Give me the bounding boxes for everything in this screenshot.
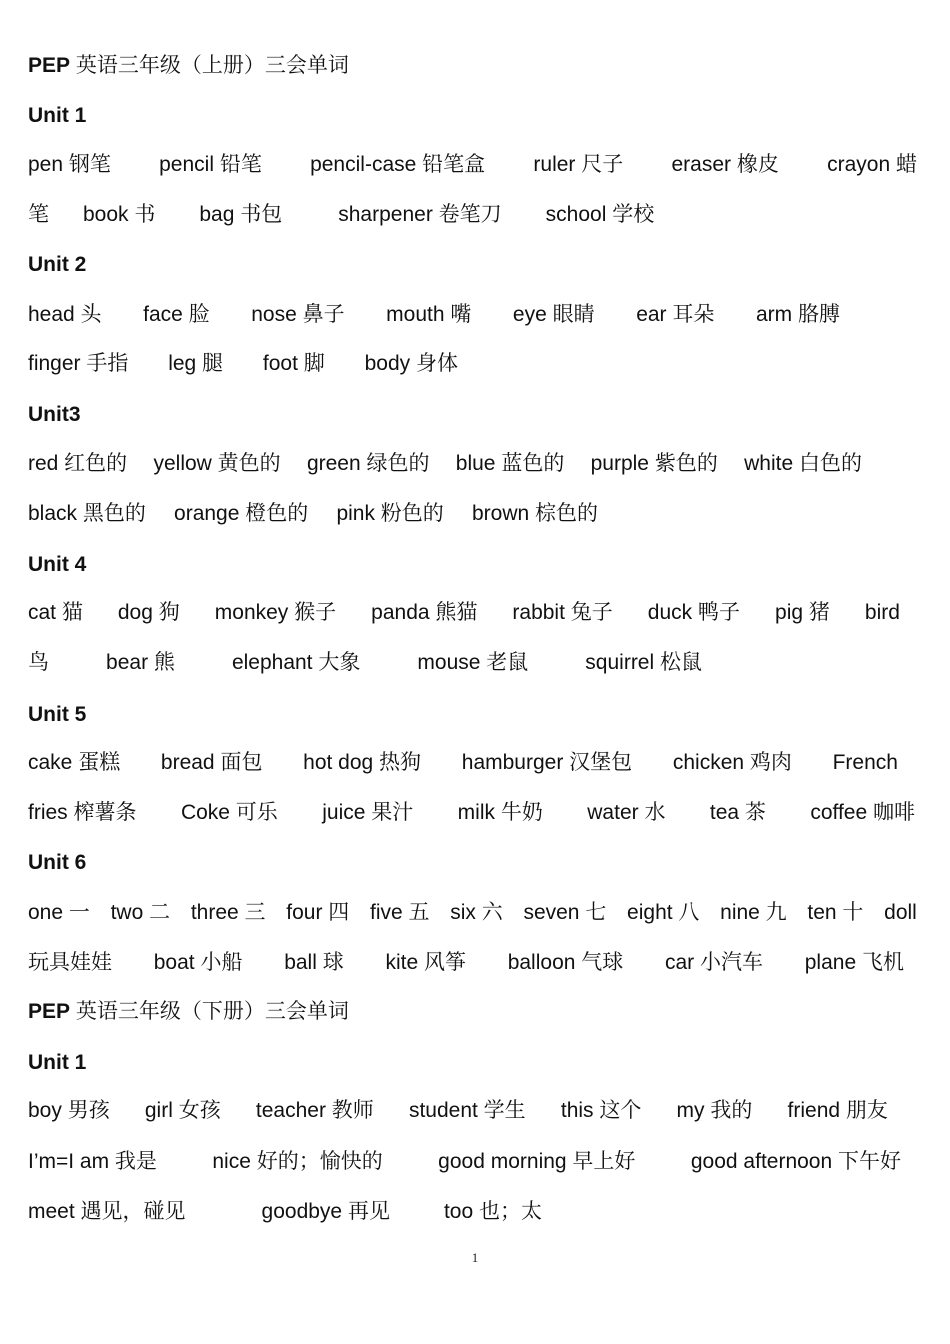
vocab-line <box>28 449 862 479</box>
vocab-entry: six 六 <box>450 901 503 924</box>
unit-heading: Unit 1 <box>28 1051 87 1074</box>
vocab-entry: mouse 老鼠 <box>417 651 529 674</box>
vocab-entry: dog 狗 <box>117 601 180 624</box>
vocab-entry: purple 紫色的 <box>590 452 718 475</box>
vocab-entry: kite 风筝 <box>385 951 466 974</box>
vocab-line <box>28 1197 542 1227</box>
vocab-entry: finger 手指 <box>28 352 129 375</box>
vocab-entry: monkey 猴子 <box>214 601 337 624</box>
vocab-entry: Coke 可乐 <box>180 801 278 824</box>
vocab-entry: foot 脚 <box>262 352 325 375</box>
vocab-entry: red 红色的 <box>28 452 128 475</box>
vocab-line <box>28 648 702 678</box>
vocab-entry: French <box>832 751 898 774</box>
vocab-entry: ear 耳朵 <box>636 303 715 326</box>
page-title-lower <box>28 996 349 1026</box>
vocab-entry: pencil-case 铅笔盒 <box>310 153 486 176</box>
vocab-entry: black 黑色的 <box>28 502 146 525</box>
unit-heading: Unit3 <box>28 403 81 426</box>
unit-heading: Unit 4 <box>28 553 87 576</box>
vocab-entry: boat 小船 <box>153 951 243 974</box>
vocab-entry: student 学生 <box>408 1099 526 1122</box>
vocab-entry: two 二 <box>110 901 171 924</box>
vocab-entry: doll <box>884 901 917 924</box>
vocab-entry: bread 面包 <box>160 751 263 774</box>
vocab-entry: tea 茶 <box>709 801 766 824</box>
vocab-entry: good morning 早上好 <box>438 1150 636 1173</box>
vocab-line <box>28 300 840 330</box>
vocab-entry: chicken 鸡肉 <box>672 751 792 774</box>
vocab-line <box>28 349 458 379</box>
vocab-entry: body 身体 <box>364 352 458 375</box>
vocab-entry: ten 十 <box>807 901 864 924</box>
vocab-entry: car 小汽车 <box>665 951 764 974</box>
vocab-entry: pig 猪 <box>775 601 830 624</box>
title-prefix: PEP <box>28 1000 71 1023</box>
vocab-line <box>28 1147 901 1177</box>
vocab-entry: 玩具娃娃 <box>28 951 112 974</box>
vocab-entry: hamburger 汉堡包 <box>461 751 633 774</box>
vocab-entry: juice 果汁 <box>322 801 414 824</box>
vocab-line <box>28 598 900 628</box>
vocab-line <box>28 948 904 978</box>
vocab-entry: blue 蓝色的 <box>455 452 565 475</box>
vocab-entry: pen 钢笔 <box>28 153 111 176</box>
vocab-entry: four 四 <box>286 901 350 924</box>
vocab-entry: cat 猫 <box>28 601 83 624</box>
vocab-entry: eraser 橡皮 <box>671 153 779 176</box>
vocab-entry: squirrel 松鼠 <box>585 651 702 674</box>
title-prefix: PEP <box>28 54 71 77</box>
vocab-entry: friend 朋友 <box>787 1099 888 1122</box>
vocab-entry: this 这个 <box>560 1099 642 1122</box>
vocab-entry: I’m=I am 我是 <box>28 1150 157 1173</box>
vocab-entry: nine 九 <box>720 901 787 924</box>
vocab-entry: crayon 蜡 <box>827 153 917 176</box>
vocab-entry: elephant 大象 <box>231 651 361 674</box>
vocab-entry: good afternoon 下午好 <box>690 1150 901 1173</box>
vocab-entry: yellow 黄色的 <box>153 452 281 475</box>
vocab-entry: 笔 <box>28 203 49 226</box>
vocab-entry: pink 粉色的 <box>336 502 444 525</box>
vocab-entry: my 我的 <box>676 1099 753 1122</box>
vocab-entry: bird <box>864 601 900 624</box>
vocab-entry: panda 熊猫 <box>371 601 478 624</box>
vocab-entry: teacher 教师 <box>255 1099 374 1122</box>
vocab-entry: nose 鼻子 <box>251 303 345 326</box>
vocab-entry: bag 书包 <box>199 203 283 226</box>
vocab-entry: eight 八 <box>627 901 700 924</box>
unit-heading: Unit 6 <box>28 851 87 874</box>
vocab-entry: goodbye 再见 <box>261 1200 390 1223</box>
vocab-entry: school 学校 <box>545 203 655 226</box>
vocab-line <box>28 150 917 180</box>
vocab-entry: head 头 <box>28 303 102 326</box>
vocab-entry: seven 七 <box>523 901 607 924</box>
vocab-entry: pencil 铅笔 <box>159 153 262 176</box>
vocab-entry: nice 好的；愉快的 <box>212 1150 383 1173</box>
title-text: 英语三年级（上册）三会单词 <box>75 53 349 77</box>
vocab-entry: arm 胳膊 <box>755 303 840 326</box>
unit-heading: Unit 1 <box>28 104 87 127</box>
page-number: 1 <box>471 1250 479 1265</box>
vocab-entry: coffee 咖啡 <box>810 801 915 824</box>
vocab-entry: ruler 尺子 <box>533 153 624 176</box>
vocab-entry: brown 棕色的 <box>471 502 598 525</box>
vocab-entry: three 三 <box>190 901 266 924</box>
vocab-entry: water 水 <box>587 801 666 824</box>
vocab-entry: hot dog 热狗 <box>303 751 422 774</box>
vocab-entry: plane 飞机 <box>804 951 904 974</box>
vocab-entry: too 也；太 <box>443 1200 542 1223</box>
vocab-entry: leg 腿 <box>168 352 224 375</box>
vocab-entry: boy 男孩 <box>28 1099 110 1122</box>
vocab-entry: balloon 气球 <box>507 951 624 974</box>
vocab-entry: one 一 <box>28 901 90 924</box>
title-text: 英语三年级（下册）三会单词 <box>75 999 349 1023</box>
vocab-line <box>28 1096 888 1126</box>
vocab-entry: duck 鸭子 <box>647 601 740 624</box>
vocab-line <box>28 798 915 828</box>
vocab-entry: eye 眼睛 <box>512 303 595 326</box>
vocab-entry: white 白色的 <box>744 452 862 475</box>
vocab-entry: green 绿色的 <box>306 452 430 475</box>
vocab-entry: girl 女孩 <box>144 1099 221 1122</box>
vocab-entry: orange 橙色的 <box>174 502 309 525</box>
vocab-entry: milk 牛奶 <box>457 801 543 824</box>
vocab-entry: bear 熊 <box>106 651 175 674</box>
vocab-entry: five 五 <box>370 901 430 924</box>
vocab-line <box>28 499 598 529</box>
vocab-line <box>28 898 917 928</box>
unit-heading: Unit 2 <box>28 253 87 276</box>
vocab-entry: 鸟 <box>28 651 49 674</box>
vocab-entry: ball 球 <box>284 951 344 974</box>
vocab-entry: meet 遇见，碰见 <box>28 1200 186 1223</box>
vocab-entry: mouth 嘴 <box>386 303 472 326</box>
vocab-entry: fries 榨薯条 <box>28 801 137 824</box>
vocab-line <box>28 200 654 230</box>
vocab-entry: rabbit 兔子 <box>512 601 613 624</box>
vocab-line <box>28 748 898 778</box>
vocab-entry: face 脸 <box>143 303 210 326</box>
vocab-entry: sharpener 卷笔刀 <box>338 203 502 226</box>
page-title-upper <box>28 50 349 80</box>
vocab-entry: book 书 <box>83 203 156 226</box>
vocab-entry: cake 蛋糕 <box>28 751 121 774</box>
unit-heading: Unit 5 <box>28 703 87 726</box>
